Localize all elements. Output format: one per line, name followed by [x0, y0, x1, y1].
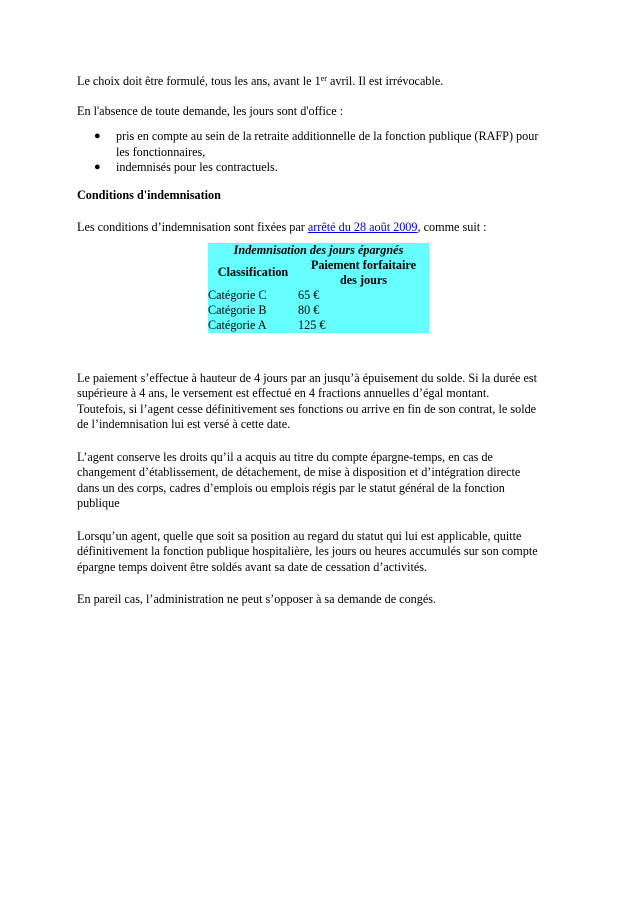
amount-cell: 125 € [298, 317, 326, 332]
deadline-text-end: avril. Il est irrévocable. [326, 74, 444, 88]
departure-paragraph [77, 529, 565, 576]
text-line: Lorsqu’un agent, quelle que soit sa position au regard du statut qui lui est applicable, quitte [77, 528, 522, 543]
conditions-text-end: , comme suit : [417, 220, 487, 234]
table-row [208, 288, 429, 303]
list-item [77, 160, 565, 176]
conditions-paragraph [77, 220, 565, 236]
column-header-payment [298, 258, 429, 288]
leave-paragraph [77, 592, 565, 608]
section-heading: Conditions d'indemnisation [77, 187, 221, 202]
category-cell: Catégorie C [208, 287, 267, 302]
list-item [77, 129, 565, 160]
list-item-line: indemnisés pour les contractuels. [116, 160, 278, 174]
text-line: dans un des corps, cadres d’emplois ou emplois régis par le statut général de la fonction [77, 480, 505, 495]
text-line: Le paiement s’effectue à hauteur de 4 jours par an jusqu’à épuisement du solde. Si la durée est [77, 370, 538, 385]
text-line: changement d’établissement, de détachement, de mise à disposition et d’intégration directe [77, 465, 521, 479]
text-line: L’agent conserve les droits qu’il a acquis au titre du compte épargne-temps, en cas de [77, 449, 493, 464]
indemnity-table [208, 243, 429, 333]
table-row [208, 303, 429, 318]
column-header-line: des jours [339, 272, 388, 287]
column-header-classification: Classification [217, 264, 289, 279]
table-row [208, 318, 429, 333]
rights-paragraph [77, 450, 565, 512]
ordinal-superscript: er [320, 74, 327, 83]
table-title: Indemnisation des jours épargnés [233, 242, 404, 257]
deadline-text: Le choix doit être formulé, tous les ans, avant le 1 [77, 74, 321, 88]
text-line: de l’indemnisation lui est versé à cette date. [77, 417, 291, 431]
deadline-paragraph [77, 74, 565, 90]
text-line: publique [77, 496, 120, 510]
text-line: Toutefois, si l’agent cesse définitivement ses fonctions ou arrive en fin de son contrat, le solde [77, 401, 537, 416]
category-cell: Catégorie A [208, 317, 267, 332]
bullet-list [77, 129, 565, 176]
amount-cell: 65 € [298, 287, 320, 302]
list-item-line: pris en compte au sein de la retraite additionnelle de la fonction publique (RAFP) pour [116, 129, 539, 143]
text-line: En pareil cas, l’administration ne peut s’opposer à sa demande de congés. [77, 592, 437, 606]
text-line: définitivement la fonction publique hospitalière, les jours ou heures accumulés sur son compte [77, 544, 538, 558]
document-page [77, 74, 565, 625]
text-line: épargne temps doivent être soldés avant sa date de cessation d’activités. [77, 559, 428, 574]
column-header-line: Paiement forfaitaire [310, 257, 417, 272]
bullet-icon: ● [94, 130, 101, 142]
decree-link[interactable]: arrêté du 28 août 2009 [307, 220, 418, 234]
list-item-line: les fonctionnaires, [116, 144, 206, 159]
default-paragraph: En l'absence de toute demande, les jours sont d'office : [77, 103, 344, 118]
conditions-text: Les conditions d’indemnisation sont fixées par [77, 220, 308, 234]
amount-cell: 80 € [298, 302, 320, 317]
text-line: supérieure à 4 ans, le versement est effectué en 4 fractions annuelles d’égal montant. [77, 386, 490, 400]
bullet-icon: ● [94, 161, 101, 173]
category-cell: Catégorie B [208, 302, 267, 317]
payment-paragraph [77, 371, 565, 433]
